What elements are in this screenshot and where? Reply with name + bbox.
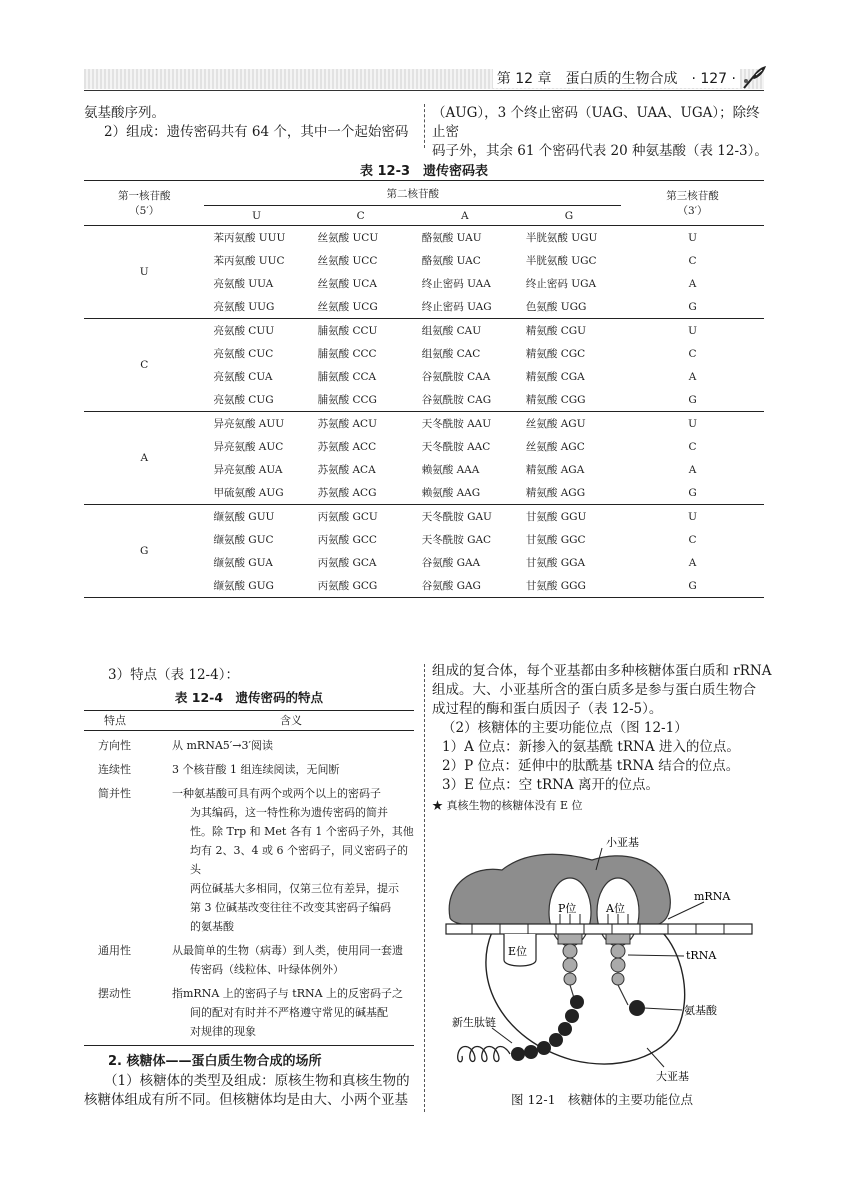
codon-cell: 甘氨酸 GGA — [525, 557, 586, 569]
right-column-text — [432, 662, 772, 815]
third-nucleotide-cell: G — [688, 579, 697, 592]
codon-cell: 组氨酸 CAU — [421, 325, 482, 337]
label-trna: tRNA — [686, 949, 717, 962]
label-mrna: mRNA — [694, 890, 731, 903]
features-table-body — [84, 731, 414, 1046]
codon-cell: 丙氨酸 GCA — [317, 557, 377, 569]
codon-cell: 缬氨酸 GUU — [213, 511, 275, 523]
table-row — [84, 412, 764, 436]
meaning-line: 第 3 位碱基改变往往不改变其密码子编码 — [190, 901, 391, 914]
codon-cell: 苯丙氨酸 UUC — [213, 255, 285, 267]
meaning-line: 传密码（线粒体、叶绿体例外） — [190, 963, 344, 976]
top-right-column — [432, 104, 772, 161]
meaning-line: 指mRNA 上的密码子与 tRNA 上的反密码子之 — [172, 987, 404, 1000]
table-row — [84, 505, 764, 529]
codon-cell: 亮氨酸 CUU — [213, 325, 275, 337]
third-nucleotide-cell: A — [688, 370, 697, 383]
second-col-c: C — [356, 209, 365, 222]
peptide-coil — [458, 1047, 510, 1062]
ribosome-figure — [432, 830, 772, 1092]
codon-cell: 谷氨酰胺 CAA — [421, 371, 491, 383]
codon-cell: 缬氨酸 GUC — [213, 534, 274, 546]
text-line: 1）A 位点：新掺入的氨基酰 tRNA 进入的位点。 — [442, 739, 740, 755]
feature-name: 方向性 — [98, 739, 131, 752]
feature-col-header: 特点 — [104, 714, 126, 727]
top-left-column — [84, 104, 414, 142]
codon-cell: 精氨酸 AGG — [525, 487, 586, 499]
table-row — [84, 319, 764, 343]
eukaryote-note: ★ 真核生物的核糖体没有 E 位 — [432, 799, 583, 812]
codon-cell: 苏氨酸 ACU — [317, 418, 377, 430]
table-12-3-title: 表 12-3 遗传密码表 — [359, 164, 489, 179]
header-label: 第三核苷酸 — [666, 190, 719, 202]
label-e-site: E位 — [508, 945, 528, 958]
meaning-line: 两位碱基大多相同，仅第三位有差异，提示 — [190, 882, 399, 895]
codon-cell: 丝氨酸 UCA — [317, 278, 377, 290]
codon-cell: 甘氨酸 GGC — [525, 534, 586, 546]
codon-cell: 色氨酸 UGG — [525, 301, 587, 313]
codon-cell: 精氨酸 CGG — [525, 394, 586, 406]
codon-cell: 苏氨酸 ACA — [317, 464, 376, 476]
third-nucleotide-cell: C — [688, 533, 697, 546]
genetic-code-table-body — [84, 226, 764, 598]
codon-cell: 赖氨酸 AAA — [421, 464, 480, 476]
meaning-line: 从最简单的生物（病毒）到人类，使用同一套遗 — [172, 944, 403, 957]
table-row — [84, 755, 414, 779]
figure-caption: 图 12-1 核糖体的主要功能位点 — [510, 1092, 694, 1107]
codon-cell: 酪氨酸 UAC — [421, 255, 481, 267]
feature-meaning — [168, 755, 414, 779]
text-line: 氨基酸序列。 — [84, 105, 165, 121]
codon-cell: 精氨酸 AGA — [525, 464, 585, 476]
codon-cell: 天冬酰胺 GAC — [421, 534, 492, 546]
quill-pen-icon — [740, 64, 768, 90]
table-row — [84, 226, 764, 250]
feature-name: 连续性 — [98, 763, 131, 776]
codon-cell: 终止密码 UAA — [421, 278, 491, 290]
codon-cell: 亮氨酸 CUC — [213, 348, 274, 360]
label-nascent-peptide: 新生肽链 — [452, 1016, 496, 1029]
meaning-line: 3 个核苷酸 1 组连续阅读，无间断 — [172, 763, 340, 776]
genetic-code-table — [84, 180, 764, 598]
first-nucleotide-cell: C — [140, 359, 149, 371]
meaning-line: 为其编码，这一特性称为遗传密码的简并 — [190, 806, 388, 819]
third-nucleotide-cell: C — [688, 347, 697, 360]
codon-cell: 谷氨酸 GAG — [421, 580, 481, 592]
codon-cell: 精氨酸 CGU — [525, 325, 586, 337]
text-line: 组成。大、小亚基所含的蛋白质多是参与蛋白质生物合 — [432, 682, 756, 698]
text-line: 核糖体组成有所不同。但核糖体均是由大、小两个亚基 — [84, 1092, 408, 1108]
codon-cell: 谷氨酰胺 CAG — [421, 394, 492, 406]
first-nucleotide-header — [84, 181, 204, 226]
text-line: 码子外，其余 61 个密码代表 20 种氨基酸（表 12-3）。 — [432, 143, 768, 159]
codon-cell: 亮氨酸 CUA — [213, 371, 273, 383]
label-a-site: A位 — [606, 902, 625, 915]
ribosome-paragraph — [84, 1072, 424, 1110]
codon-cell: 甘氨酸 GGG — [525, 580, 586, 592]
third-nucleotide-cell: G — [688, 486, 697, 499]
meaning-line: 的氨基酸 — [190, 920, 234, 933]
meaning-line: 一种氨基酸可具有两个或两个以上的密码子 — [172, 787, 381, 800]
table-row — [84, 979, 414, 1046]
codon-cell: 缬氨酸 GUG — [213, 580, 274, 592]
codon-cell: 脯氨酸 CCA — [317, 371, 377, 383]
third-nucleotide-cell: U — [688, 510, 697, 523]
feature-intro: 3）特点（表 12-4）： — [108, 667, 239, 683]
label-small-subunit: 小亚基 — [606, 836, 639, 849]
feature-name: 摆动性 — [98, 987, 131, 1000]
second-col-g: G — [564, 209, 574, 222]
codon-cell: 丝氨酸 AGU — [525, 418, 586, 430]
feature-meaning — [168, 731, 414, 756]
codon-cell: 丙氨酸 GCU — [317, 511, 378, 523]
codon-cell: 脯氨酸 CCG — [317, 394, 377, 406]
genetic-code-features-table — [84, 710, 414, 1046]
first-nucleotide-cell: G — [140, 545, 149, 557]
codon-cell: 组氨酸 CAC — [421, 348, 481, 360]
text-line: （AUG），3 个终止密码（UAG、UAA、UGA）；除终止密 — [432, 105, 760, 140]
codon-cell: 天冬酰胺 GAU — [421, 511, 492, 523]
table-row — [84, 779, 414, 936]
header-sublabel: （5′） — [129, 205, 160, 217]
second-nucleotide-header: 第二核苷酸 — [204, 181, 621, 206]
codon-cell: 异亮氨酸 AUC — [213, 441, 284, 453]
codon-cell: 缬氨酸 GUA — [213, 557, 273, 569]
label-large-subunit: 大亚基 — [656, 1070, 689, 1083]
third-nucleotide-header — [621, 181, 764, 226]
codon-cell: 丙氨酸 GCG — [317, 580, 378, 592]
first-nucleotide-cell: A — [140, 452, 149, 464]
codon-cell: 精氨酸 CGC — [525, 348, 586, 360]
text-line: 3）E 位点：空 tRNA 离开的位点。 — [442, 777, 659, 793]
meaning-line: 均有 2、3、4 或 6 个密码子，同义密码子的头 — [190, 844, 408, 876]
codon-cell: 丙氨酸 GCC — [317, 534, 377, 546]
codon-cell: 异亮氨酸 AUA — [213, 464, 283, 476]
codon-cell: 甘氨酸 GGU — [525, 511, 587, 523]
codon-cell: 终止密码 UGA — [525, 278, 597, 290]
third-nucleotide-cell: U — [688, 417, 697, 430]
third-nucleotide-cell: G — [688, 393, 697, 406]
feature-meaning — [168, 979, 414, 1046]
meaning-line: 从 mRNA5′→3′阅读 — [172, 739, 273, 752]
column-divider — [424, 664, 425, 1112]
header-rule — [84, 90, 764, 91]
codon-cell: 赖氨酸 AAG — [421, 487, 481, 499]
codon-cell: 谷氨酸 GAA — [421, 557, 481, 569]
third-nucleotide-cell: C — [688, 440, 697, 453]
codon-cell: 半胱氨酸 UGU — [525, 232, 598, 244]
meaning-line: 对规律的现象 — [190, 1025, 256, 1038]
running-header: 第 12 章 蛋白质的生物合成 · 127 · — [493, 68, 740, 88]
table-row — [84, 936, 414, 979]
codon-cell: 脯氨酸 CCU — [317, 325, 378, 337]
feature-name: 简并性 — [98, 787, 131, 800]
amino-acid — [629, 1000, 645, 1016]
codon-cell: 半胱氨酸 UGC — [525, 255, 597, 267]
codon-cell: 终止密码 UAG — [421, 301, 492, 313]
feature-meaning — [168, 936, 414, 979]
codon-cell: 异亮氨酸 AUU — [213, 418, 285, 430]
text-line: 2）组成：遗传密码共有 64 个，其中一个起始密码 — [104, 124, 409, 140]
text-line: 成过程的酶和蛋白质因子（表 12-5）。 — [432, 701, 663, 717]
codon-cell: 天冬酰胺 AAU — [421, 418, 492, 430]
codon-cell: 苏氨酸 ACG — [317, 487, 377, 499]
third-nucleotide-cell: A — [688, 277, 697, 290]
text-line: （1）核糖体的类型及组成：原核生物和真核生物的 — [104, 1073, 410, 1089]
codon-cell: 丝氨酸 AGC — [525, 441, 585, 453]
meaning-line: 间的配对有时并不严格遵守常见的碱基配 — [190, 1006, 388, 1019]
header-sublabel: （3′） — [677, 205, 708, 217]
mrna-strand — [446, 924, 752, 934]
codon-cell: 天冬酰胺 AAC — [421, 441, 491, 453]
first-nucleotide-cell: U — [139, 266, 149, 278]
codon-cell: 亮氨酸 UUG — [213, 301, 275, 313]
second-col-u: U — [252, 209, 261, 222]
column-divider — [424, 104, 425, 148]
table-12-4-title: 表 12-4 遗传密码的特点 — [174, 690, 324, 705]
codon-cell: 亮氨酸 CUG — [213, 394, 274, 406]
codon-cell: 甲硫氨酸 AUG — [213, 487, 284, 499]
codon-cell: 丝氨酸 UCU — [317, 232, 379, 244]
third-nucleotide-cell: U — [688, 324, 697, 337]
codon-cell: 酪氨酸 UAU — [421, 232, 482, 244]
text-line: 2）P 位点：延伸中的肽酰基 tRNA 结合的位点。 — [442, 758, 740, 774]
codon-cell: 苯丙氨酸 UUU — [213, 232, 286, 244]
codon-cell: 苏氨酸 ACC — [317, 441, 377, 453]
text-line: （2）核糖体的主要功能位点（图 12-1） — [442, 720, 688, 736]
third-nucleotide-cell: C — [688, 254, 697, 267]
label-amino-acid: 氨基酸 — [684, 1004, 717, 1017]
table-row — [84, 731, 414, 756]
third-nucleotide-cell: U — [688, 231, 697, 244]
header-label: 第一核苷酸 — [117, 190, 171, 202]
third-nucleotide-cell: G — [688, 300, 697, 313]
codon-cell: 脯氨酸 CCC — [317, 348, 377, 360]
feature-meaning — [168, 779, 414, 936]
meaning-line: 性。除 Trp 和 Met 各有 1 个密码子外，其他 — [190, 825, 414, 838]
meaning-col-header: 含义 — [280, 714, 302, 727]
label-p-site: P位 — [558, 902, 577, 915]
codon-cell: 丝氨酸 UCC — [317, 255, 378, 267]
feature-name: 通用性 — [98, 944, 131, 957]
codon-cell: 亮氨酸 UUA — [213, 278, 274, 290]
codon-cell: 丝氨酸 UCG — [317, 301, 378, 313]
section-2-title: 2. 核糖体——蛋白质生物合成的场所 — [108, 1054, 322, 1069]
text-line: 组成的复合体，每个亚基都由多种核糖体蛋白质和 rRNA — [432, 663, 772, 679]
third-nucleotide-cell: A — [688, 556, 697, 569]
codon-cell: 精氨酸 CGA — [525, 371, 585, 383]
third-nucleotide-cell: A — [688, 463, 697, 476]
second-col-a: A — [461, 209, 469, 222]
